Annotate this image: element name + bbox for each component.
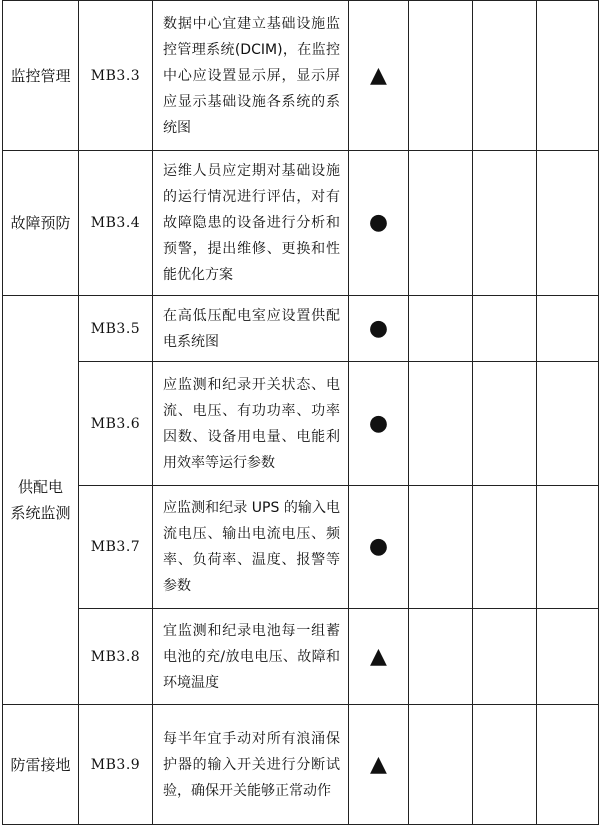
description-cell: 每半年宜手动对所有浪涌保护器的输入开关进行分断试验，确保开关能够正常动作: [153, 705, 349, 825]
circle-mark-icon: ●: [349, 486, 409, 609]
category-cell: 故障预防: [3, 151, 79, 296]
table-row: [3, 296, 599, 362]
description-cell: 在高低压配电室应设置供配电系统图: [153, 296, 349, 362]
blank-cell: [473, 362, 537, 486]
triangle-mark-icon: ▲: [349, 705, 409, 825]
blank-cell: [473, 1, 537, 151]
code-cell: MB3.5: [79, 296, 153, 362]
blank-cell: [473, 705, 537, 825]
category-cell: 防雷接地: [3, 705, 79, 825]
circle-mark-icon: ●: [349, 151, 409, 296]
blank-cell: [537, 486, 599, 609]
blank-cell: [409, 486, 473, 609]
blank-cell: [537, 1, 599, 151]
description-cell: 宜监测和纪录电池每一组蓄电池的充/放电电压、故障和环境温度: [153, 609, 349, 705]
blank-cell: [537, 609, 599, 705]
blank-cell: [473, 609, 537, 705]
blank-cell: [537, 705, 599, 825]
table-row: [3, 1, 599, 151]
blank-cell: [537, 362, 599, 486]
code-cell: MB3.7: [79, 486, 153, 609]
category-cell: 监控管理: [3, 1, 79, 151]
circle-mark-icon: ●: [349, 296, 409, 362]
code-cell: MB3.9: [79, 705, 153, 825]
description-cell: 应监测和纪录 UPS 的输入电流电压、输出电流电压、频率、负荷率、温度、报警等参数: [153, 486, 349, 609]
triangle-mark-icon: ▲: [349, 609, 409, 705]
blank-cell: [409, 1, 473, 151]
blank-cell: [473, 151, 537, 296]
code-cell: MB3.3: [79, 1, 153, 151]
circle-mark-icon: ●: [349, 362, 409, 486]
requirements-table: [2, 0, 599, 825]
category-cell: [3, 296, 79, 705]
blank-cell: [409, 705, 473, 825]
blank-cell: [537, 151, 599, 296]
blank-cell: [473, 296, 537, 362]
table-row: [3, 362, 599, 486]
blank-cell: [409, 609, 473, 705]
blank-cell: [409, 151, 473, 296]
category-line: 系统监测: [10, 504, 71, 522]
blank-cell: [409, 362, 473, 486]
code-cell: MB3.8: [79, 609, 153, 705]
table-row: [3, 151, 599, 296]
blank-cell: [473, 486, 537, 609]
description-cell: 运维人员应定期对基础设施的运行情况进行评估，对有故障隐患的设备进行分析和预警，提出维修、更换和性能优化方案: [153, 151, 349, 296]
triangle-mark-icon: ▲: [349, 1, 409, 151]
code-cell: MB3.6: [79, 362, 153, 486]
blank-cell: [537, 296, 599, 362]
description-cell: 应监测和纪录开关状态、电流、电压、有功功率、功率因数、设备用电量、电能利用效率等运行参数: [153, 362, 349, 486]
category-line: 供配电: [17, 478, 63, 496]
table-row: [3, 705, 599, 825]
code-cell: MB3.4: [79, 151, 153, 296]
blank-cell: [409, 296, 473, 362]
table-row: [3, 609, 599, 705]
description-cell: 数据中心宜建立基础设施监控管理系统(DCIM)，在监控中心应设置显示屏，显示屏应显示基础设施各系统的系统图: [153, 1, 349, 151]
table-row: [3, 486, 599, 609]
